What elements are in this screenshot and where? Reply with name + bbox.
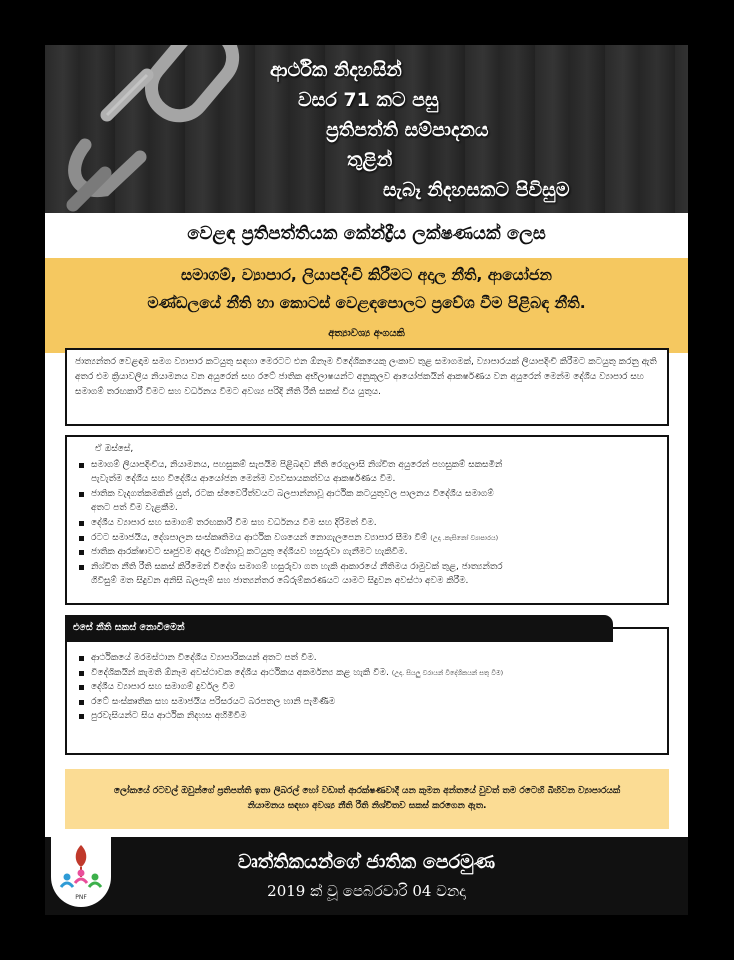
list-item: ජාතික ආරක්ෂාවට සෘජුවම අදාල විශ්නාවූ කටයුතු දේශීයව හසුරුවා ගැනීමට හැකිවීම. [77, 545, 657, 560]
highlight-subtitle: අත්‍යාවශ්‍ය අංගයකි [328, 328, 405, 339]
footer [45, 837, 688, 915]
list-item: ජාතික වැදගත්කමකින් යුත්, රටක ස්වෛරීත්වයට බලපාන්නාවූ ආර්ථික කටයුතුවල පාලනය විදේශීය සමාගම් [77, 487, 657, 502]
header-line-4: තුළින් [347, 149, 393, 171]
publication-date: 2019 ක් වූ පෙබරවාරි 04 වනදා [267, 882, 466, 900]
header-line-1: ආර්ථික නිදහසින් [270, 59, 402, 81]
conclusion-line-2: නියාමනය සඳහා අවශ්‍ය නීති රීති නිශ්චිතව සකස් කරගෙන ඇත. [247, 801, 487, 811]
highlight-line-1: සමාගම්, ව්‍යාපාර, ලියාපදිංචි කිරීමට අදාල නීති, ආයෝජන [181, 266, 552, 284]
intro-text: ජාත්‍යන්තර වෙළඳාම සමග ව්‍යාපාර කටයුතු සඳහා මෙරටට එන ඕනෑම විදේශිකයෙකු ලංකාව තුළ සමාගමක්, ව්‍යාපාරයක් ලියාපදිංචි කිරීමට කටයුතු කරනු ඇති අතර එම ක්‍රියාවලිය නියාමනය වන අයුරෙන් සහ රටේ ජාතික අභිලාෂයන්ට අනුකූලව ආයෝජකයින් ආකර්ෂණය වන අයුරෙන් මෙන්ම දේශීය ව්‍යාපාර සහ සමාගම් තරඟකාරී වීමට සහ වර්ධනය වීමට අවශ්‍ය පරිදි නීති රීති සකස් විය යුතුය. [75, 357, 657, 397]
consequences-box [65, 627, 669, 755]
list-item-continuation: පැවැත්ම දේශීය සහ විදේශීය ආයෝජන මෙන්ම ව්‍යවසායකත්වය ආකර්ෂණය වීම. [91, 474, 396, 485]
poster [45, 45, 688, 915]
list-item: සමාගම් ලියාපදිංචිය, නියාමනය, පහසුකම් සැපයීම පිළිබඳව නීති රෙගුලාසි නිශ්චිත අයුරෙන් පහසුකම් සකසමින් [77, 458, 657, 473]
list-item-continuation: අතට පත් වීම වැළකීම. [91, 503, 178, 514]
list-item-continuation: ගිවිසුම් මත සිදුවන අනිසි බලපෑම් සහ ජාත්‍යන්තර බේරුම්කරණයට යාමට සිදුවන අවස්ථා අවම කිරීම. [91, 576, 469, 587]
highlight-line-2: මණ්ඩලයේ නීති හා කොටස් වෙළඳපොලට ප්‍රවේශ වීම පිළිබඳ නීති. [147, 294, 586, 312]
list-item: රටේ සංස්කෘතික සහ සමාජයීය පරිසරයට බරපතල හානි පැමිණීම [77, 695, 657, 710]
organization-name: වෘත්තිකයන්ගේ ජාතික පෙරමුණ [237, 851, 496, 873]
svg-text:PNF: PNF [75, 894, 87, 901]
list-item: පුරවැසියන්ට සිය ආර්ථික නිදහස අහිමිවීම [77, 709, 657, 724]
consequences-list [77, 651, 657, 724]
example-note: (උදා. සියලු වරායන් විදේශිකයන් සතු වීම) [391, 668, 504, 677]
list-item: රටට සමාජයීය, දේශපාලන සංස්කෘතිමය ආර්ථික වශයෙන් නොගැලපෙන ව්‍යාපාර සීමා වීම් (උදා .කැසිනෝ ව්‍යාපාරය) [77, 531, 657, 546]
conclusion-box [65, 769, 669, 829]
consequences-heading: එසේ නීති සකස් නොවීමෙන් [73, 622, 185, 633]
header-line-2: වසර 71 කට පසු [298, 89, 439, 111]
header-banner [45, 45, 688, 213]
objectives-box [65, 435, 669, 605]
list-item: නිශ්චිත නීති රීති සකස් කිරීමෙන් විදේශ සමාගම් හසුරුවා ගත හැකි ආකාරයේ නීතිමය රාමුවක් තුළ, ජාත්‍යන්තර [77, 560, 657, 575]
list-item: ආර්ථිකයේ මරමස්ථාන විදේශීය ව්‍යාපාරිකයන් අතට පත් වීම. [77, 651, 657, 666]
broken-chain-icon [45, 45, 285, 213]
conclusion-line-1: ලෝකයේ රටවල් ඔවුන්ගේ ප්‍රතිපත්ති ඉතා ලිබරල් හෝ වඩාත් ආරක්ෂණවාදී යන කුමන අන්තයේ වුවත් තම රටෙහි බිහිවන ව්‍යාපාරයක් [113, 786, 621, 796]
list-item: විදේශිකයින් කැමති ඕනෑම අවස්ථාවක දේශීය ආර්ථිකය අකර්මන්‍ය කළ හැකි වීම. (උදා. සියලු වරායන් විදේශිකයන් සතු වීම) [77, 666, 657, 681]
section-title: වෙළඳ ප්‍රතිපත්තියක කේන්ද්‍රීය ලක්ෂණයක් ලෙස [187, 223, 546, 244]
objectives-intro: ඒ ඔස්සේ, [95, 444, 134, 454]
example-note: (උදා .කැසිනෝ ව්‍යාපාරය) [430, 533, 499, 542]
highlight-banner [45, 258, 688, 353]
intro-box [65, 348, 669, 426]
list-item: දේශීය ව්‍යාපාර සහ සමාගම් තරඟකාරී වීම සහ වර්ධනය වීම සහ දිරිමත් වීම. [77, 516, 657, 531]
objectives-list [77, 458, 657, 589]
consequences-tab [65, 615, 613, 642]
header-line-3: ප්‍රතිපත්ති සම්පාදනය [326, 119, 489, 141]
header-line-5: සැබෑ නිදහසකට පිවිසුම [383, 179, 570, 201]
list-item: දේශීය ව්‍යාපාර සහ සමාගම් දුර්වල වීම [77, 680, 657, 695]
